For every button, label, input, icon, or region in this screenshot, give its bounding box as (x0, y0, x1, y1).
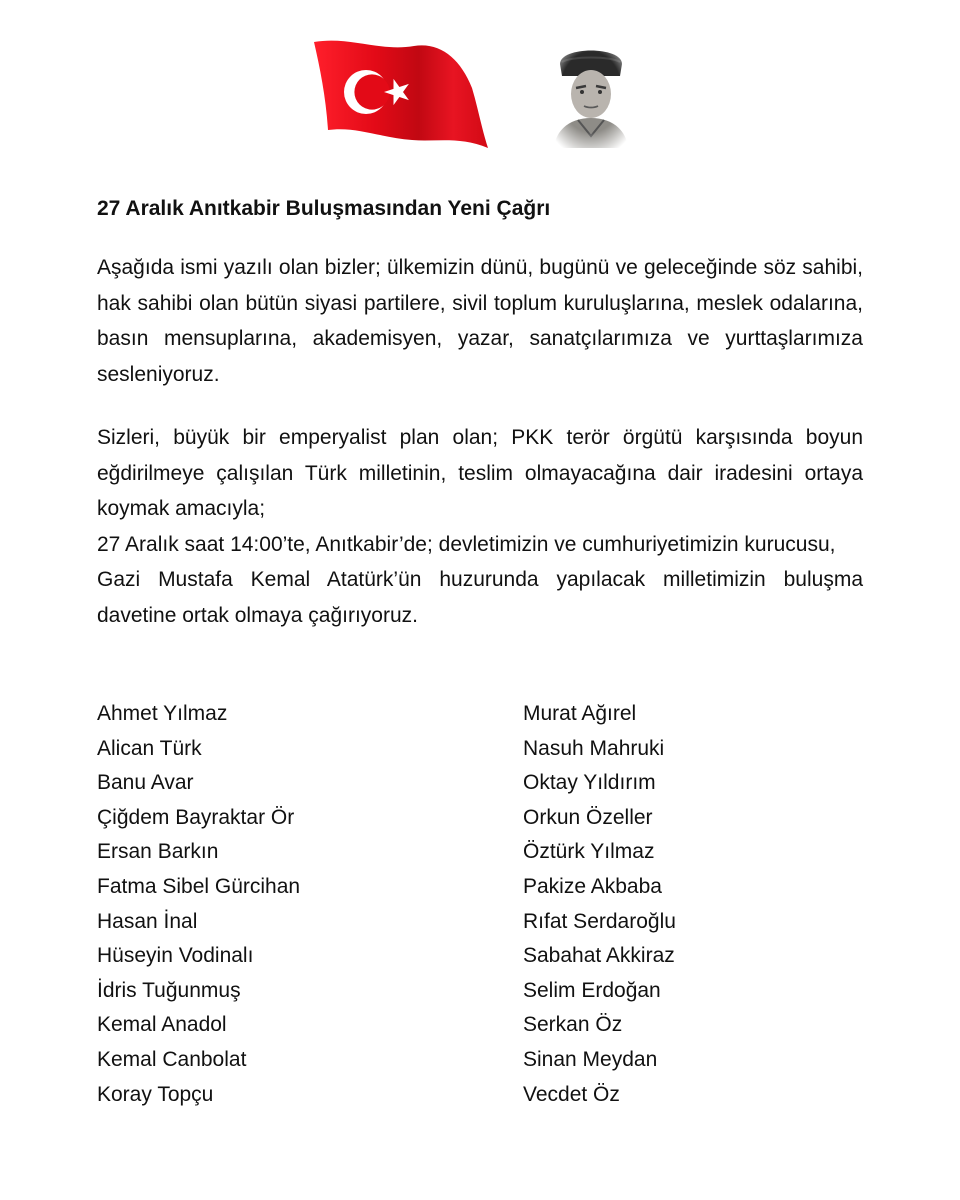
signatory-name: Çiğdem Bayraktar Ör (97, 805, 295, 829)
signatory-name: Ersan Barkın (97, 840, 219, 864)
signatory-name: Öztürk Yılmaz (523, 840, 655, 864)
signatory-list (97, 697, 863, 1112)
signatory-name: Orkun Özeller (523, 805, 653, 829)
signatory-column-left (97, 697, 523, 1112)
paragraph-address: Aşağıda ismi yazılı olan bizler; ülkemizin dünü, bugünü ve geleceğinde söz sahibi, hak sahibi olan bütün siyasi partilere, sivil toplum kuruluşlarına, meslek odalarına, basın mensuplarına, akademisyen, yazar, sanatçılarımıza ve yurttaşlarımıza sesleniyoruz. (97, 256, 863, 386)
signatory-name: Koray Topçu (97, 1082, 214, 1106)
signatory-name: Nasuh Mahruki (523, 736, 665, 760)
signatory-name: Banu Avar (97, 771, 194, 795)
paragraph-invitation: Sizleri, büyük bir emperyalist plan olan; PKK terör örgütü karşısında boyun eğdirilmeye çalışılan Türk milletinin, teslim olmayacağına dair iradesini ortaya koymak amacıyla; (97, 426, 863, 520)
signatory-name: Oktay Yıldırım (523, 771, 656, 795)
document-body (97, 194, 863, 633)
signatory-name: Kemal Anadol (97, 1013, 227, 1037)
signatory-column-right (523, 697, 863, 1112)
signatory-name: Vecdet Öz (523, 1082, 620, 1106)
signatory-name: Ahmet Yılmaz (97, 702, 228, 725)
paragraph-date-place: 27 Aralık saat 14:00’te, Anıtkabir’de; devletimizin ve cumhuriyetimizin kurucusu, (97, 532, 836, 556)
signatory-name: Murat Ağırel (523, 702, 637, 725)
signatory-name: Serkan Öz (523, 1013, 623, 1037)
signatory-name: Hüseyin Vodinalı (97, 944, 254, 968)
ataturk-portrait-icon (548, 36, 634, 148)
signatory-name: İdris Tuğunmuş (97, 978, 241, 1002)
signatory-name: Kemal Canbolat (97, 1047, 247, 1071)
signatory-name: Alican Türk (97, 736, 202, 760)
paragraph-call: Gazi Mustafa Kemal Atatürk’ün huzurunda yapılacak milletimizin buluşma davetine ortak olmaya çağırıyoruz. (97, 568, 863, 627)
turkish-flag-icon (310, 38, 490, 150)
document-title: 27 Aralık Anıtkabir Buluşmasından Yeni Çağrı (97, 197, 551, 220)
signatory-name: Selim Erdoğan (523, 978, 661, 1002)
header-images (0, 0, 960, 170)
signatory-name: Pakize Akbaba (523, 874, 662, 898)
signatory-name: Sinan Meydan (523, 1047, 658, 1071)
signatory-name: Hasan İnal (97, 909, 198, 933)
signatory-name: Sabahat Akkiraz (523, 944, 675, 968)
signatory-name: Fatma Sibel Gürcihan (97, 874, 301, 898)
signatory-name: Rıfat Serdaroğlu (523, 909, 676, 933)
